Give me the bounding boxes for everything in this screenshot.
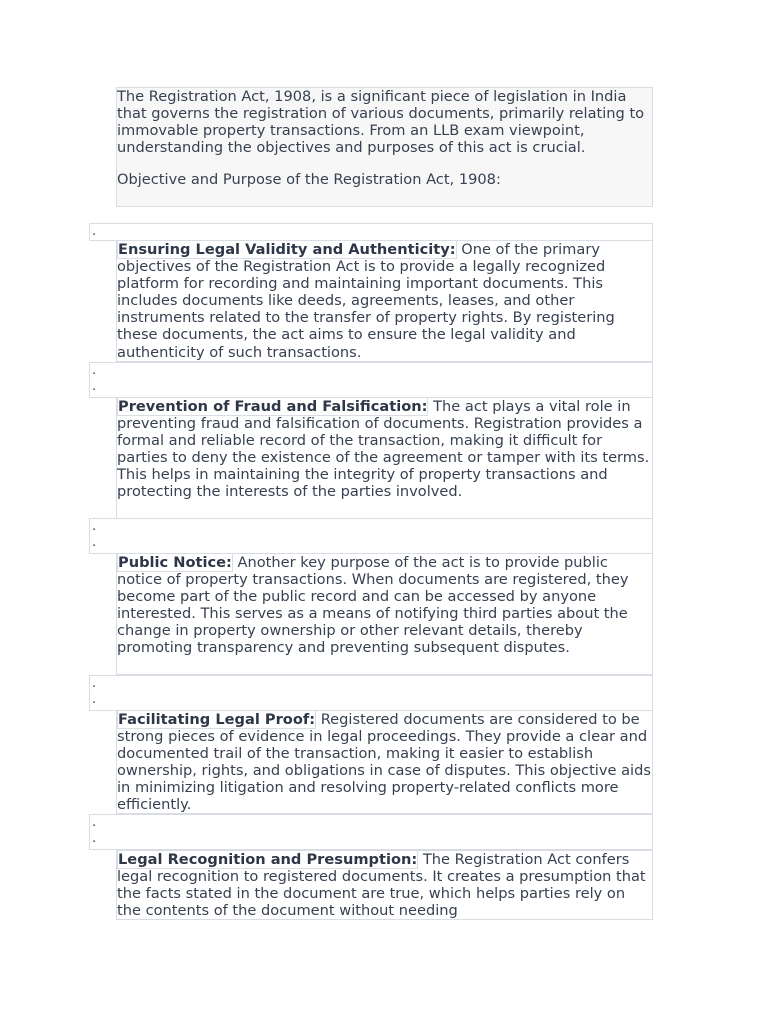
list-item-text: Registered documents are considered to be strong pieces of evidence in legal proceedings. They provide a clear and documented trail of the transaction, making it easier to establish ownership, rights, and obligations in case of disputes. This objective aids in minimizing litigation and resolving property-related conflicts more efficiently. <box>117 711 651 814</box>
bullet-marker-row <box>89 675 653 711</box>
bullet-marker: . <box>92 519 97 534</box>
list-item-legal-validity <box>116 240 653 362</box>
list-item-title: Public Notice: <box>118 554 232 571</box>
list-item-fraud-prevention <box>116 397 653 519</box>
bullet-marker: . <box>92 535 97 550</box>
list-item-body <box>117 711 652 814</box>
list-item-legal-recognition <box>116 850 653 920</box>
intro-section <box>116 87 653 207</box>
bullet-marker: . <box>92 815 97 830</box>
list-item-text: The act plays a vital role in preventing fraud and falsification of documents. Registration provides a formal and reliable record of the transaction, making it difficult for parties to deny the existence of the agreement or tamper with its terms. This helps in maintaining the integrity of property transactions and protecting the interests of the parties involved. <box>117 398 650 501</box>
bullet-marker: . <box>92 379 97 394</box>
intro-paragraph: The Registration Act, 1908, is a significant piece of legislation in India that governs the registration of various documents, primarily relating to immovable property transactions. From an LLB exam viewpoint, understanding the objectives and purposes of this act is crucial. <box>117 88 645 157</box>
list-item-body <box>117 554 652 657</box>
list-item-public-notice <box>116 553 653 675</box>
list-item-text: Another key purpose of the act is to provide public notice of property transactions. When documents are registered, they become part of the public record and can be accessed by anyone interested. This serves as a means of notifying third parties about the change in property ownership or other relevant details, thereby promoting transparency and preventing subsequent disputes. <box>117 554 629 657</box>
list-item-title: Legal Recognition and Presumption: <box>118 851 418 868</box>
bullet-marker: . <box>92 676 97 691</box>
list-item-title: Facilitating Legal Proof: <box>118 711 316 728</box>
bullet-marker-row <box>89 223 653 241</box>
section-heading: Objective and Purpose of the Registration Act, 1908: <box>117 171 501 189</box>
list-item-body <box>117 241 652 361</box>
bullet-marker: . <box>92 363 97 378</box>
list-item-text: The Registration Act confers legal recognition to registered documents. It creates a presumption that the facts stated in the document are true, which helps parties rely on the contents of the document without needing <box>117 851 646 920</box>
list-item-text: One of the primary objectives of the Registration Act is to provide a legally recognized platform for recording and maintaining important documents. This includes documents like deeds, agreements, leases, and other instruments related to the transfer of property rights. By registering these documents, the act aims to ensure the legal validity and authenticity of such transactions. <box>117 241 615 361</box>
list-item-title: Ensuring Legal Validity and Authenticity: <box>118 241 456 258</box>
list-item-body <box>117 398 652 501</box>
bullet-marker: . <box>92 692 97 707</box>
list-item-title: Prevention of Fraud and Falsification: <box>118 398 428 415</box>
bullet-marker-row <box>89 362 653 398</box>
list-item-body <box>117 851 652 919</box>
bullet-marker: . <box>92 224 97 239</box>
bullet-marker-row <box>89 814 653 850</box>
bullet-marker: . <box>92 831 97 846</box>
list-item-legal-proof <box>116 710 653 814</box>
bullet-marker-row <box>89 518 653 554</box>
